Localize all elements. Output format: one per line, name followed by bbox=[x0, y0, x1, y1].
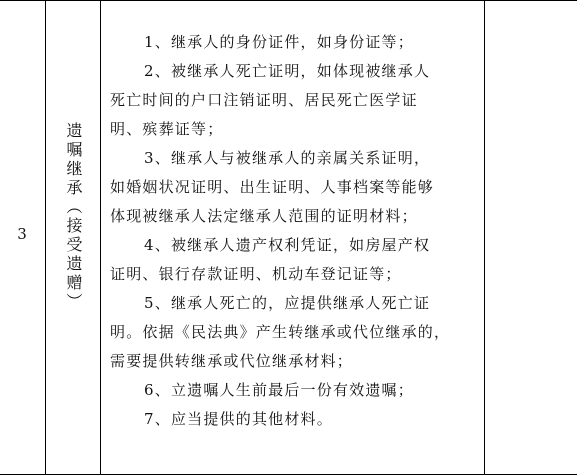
material-line: 需要提供转继承或代位继承材料； bbox=[110, 352, 354, 370]
material-line: 体现被继承人法定继承人范围的证明材料； bbox=[110, 207, 418, 225]
material-line: 明、殡葬证等； bbox=[110, 120, 224, 138]
material-line: 死亡时间的户口注销证明、居民死亡医学证 bbox=[110, 91, 418, 109]
material-line: 3、继承人与被继承人的亲属关系证明， bbox=[144, 149, 431, 167]
required-materials-cell bbox=[100, 1, 485, 474]
material-line: 明。依据《民法典》产生转继承或代位继承的， bbox=[110, 323, 451, 341]
material-line: 1、继承人的身份证件，如身份证等； bbox=[144, 33, 414, 51]
notes-cell bbox=[485, 1, 577, 474]
material-line: 4、被继承人遗产权利凭证，如房屋产权 bbox=[144, 236, 431, 254]
material-line: 6、立遗嘱人生前最后一份有效遗嘱； bbox=[144, 381, 414, 399]
material-line: 证明、银行存款证明、机动车登记证等； bbox=[110, 265, 402, 283]
inheritance-type-cell bbox=[45, 1, 101, 474]
material-line: 2、被继承人死亡证明，如体现被继承人 bbox=[144, 62, 431, 80]
material-line: 如婚姻状况证明、出生证明、人事档案等能够 bbox=[110, 178, 435, 196]
required-materials-list bbox=[110, 28, 478, 434]
material-line: 7、应当提供的其他材料。 bbox=[144, 410, 333, 428]
row-number-cell bbox=[0, 1, 44, 474]
inheritance-type-label: 遗嘱继承（接受遗赠） bbox=[64, 122, 83, 312]
row-number: 3 bbox=[17, 225, 27, 243]
material-line: 5、继承人死亡的，应提供继承人死亡证 bbox=[144, 294, 431, 312]
